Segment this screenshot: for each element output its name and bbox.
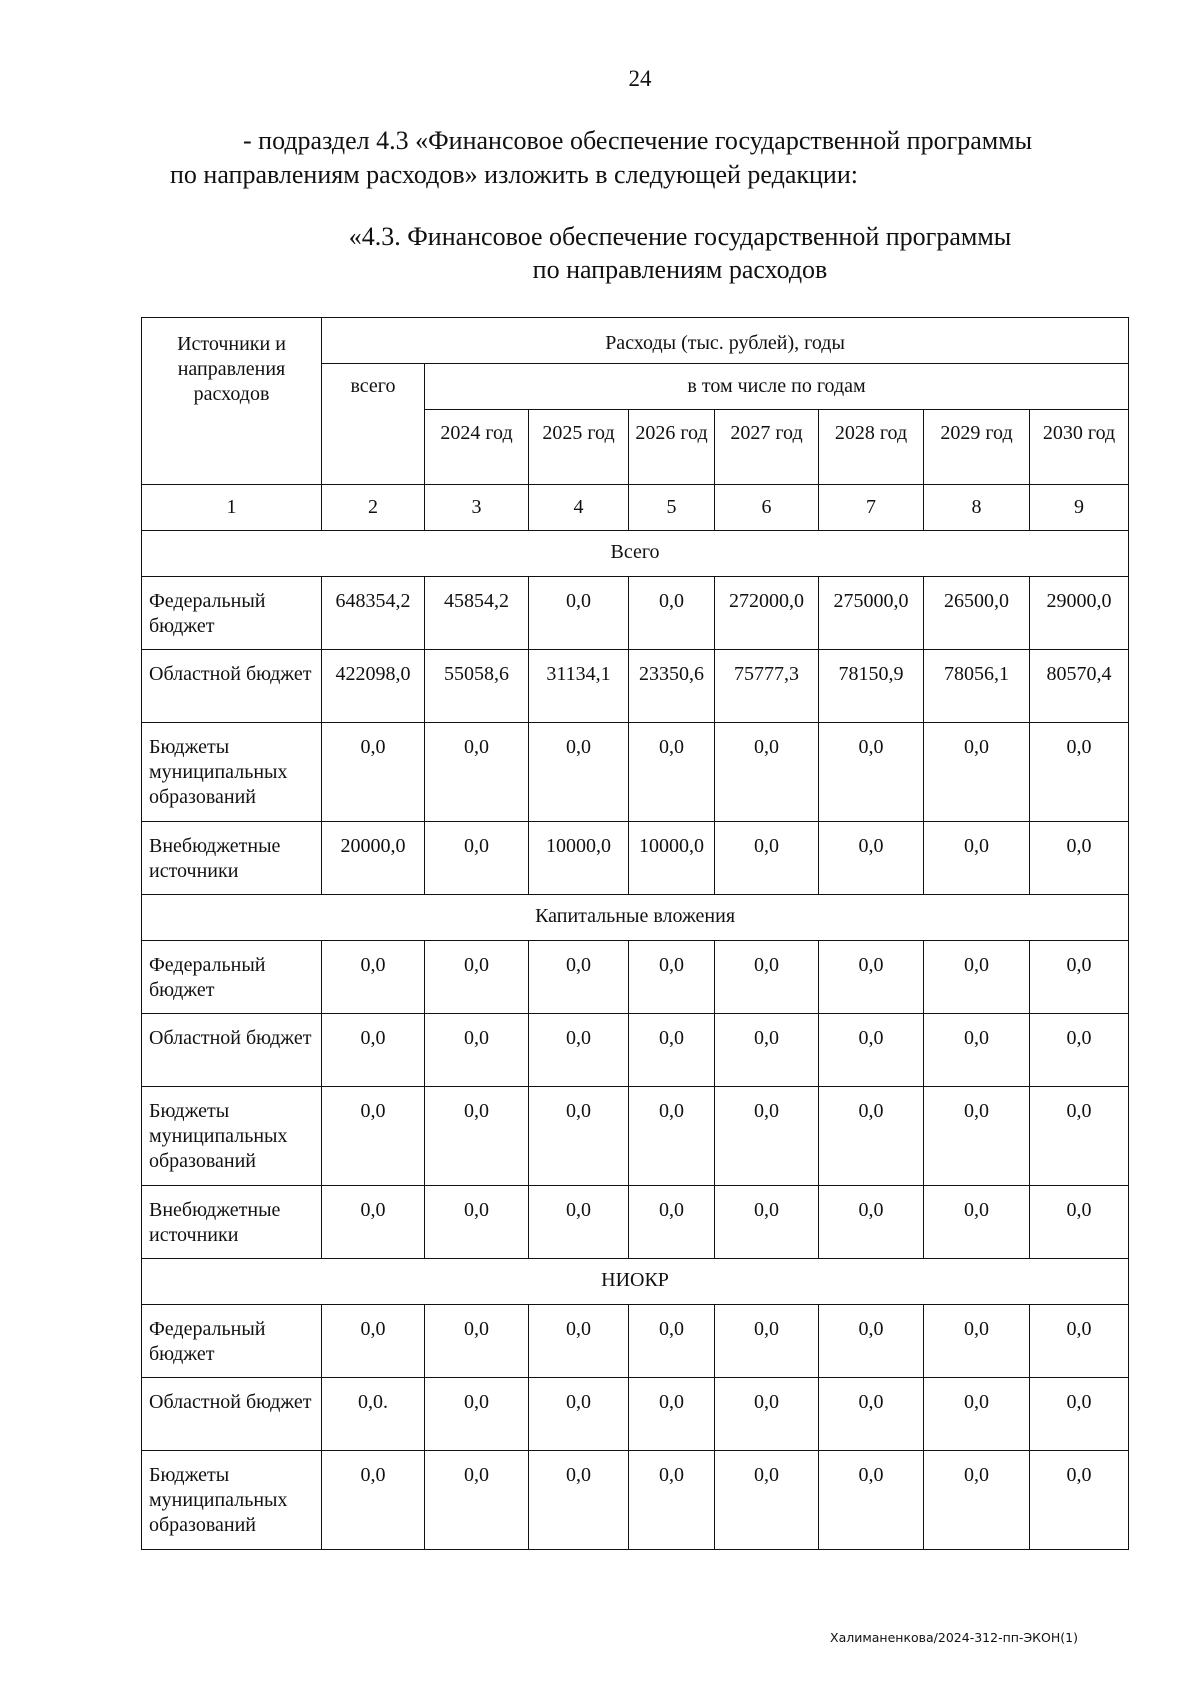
year-value-cell: 0,0: [1030, 822, 1129, 895]
source-cell: Федеральный бюджет: [142, 1305, 322, 1378]
financing-table: [141, 317, 1129, 1550]
section-heading: [240, 220, 1120, 286]
year-value-cell: 0,0: [425, 723, 529, 822]
year-value-cell: 0,0: [715, 1378, 819, 1451]
year-value-cell: 0,0: [1030, 1087, 1129, 1186]
year-value-cell: 0,0: [924, 822, 1030, 895]
year-value-cell: 0,0: [529, 1305, 629, 1378]
year-value-cell: 0,0: [924, 1186, 1030, 1259]
source-cell: Федеральный бюджет: [142, 577, 322, 650]
column-number: 7: [819, 485, 924, 531]
table-row: [142, 1451, 1129, 1550]
year-value-cell: 75777,3: [715, 650, 819, 723]
total-value-cell: 422098,0: [322, 650, 425, 723]
header-year: 2025 год: [529, 410, 629, 485]
year-value-cell: 0,0: [924, 723, 1030, 822]
year-value-cell: 0,0: [425, 1378, 529, 1451]
table-row: [142, 577, 1129, 650]
source-cell: Внебюджетные источники: [142, 1186, 322, 1259]
year-value-cell: 0,0: [819, 941, 924, 1014]
total-value-cell: 0,0: [322, 723, 425, 822]
year-value-cell: 0,0: [715, 1451, 819, 1550]
header-year: 2027 год: [715, 410, 819, 485]
section-title: Капитальные вложения: [142, 895, 1129, 941]
total-value-cell: 0,0: [322, 941, 425, 1014]
table-row: [142, 1305, 1129, 1378]
table-row: [142, 1186, 1129, 1259]
year-value-cell: 0,0: [1030, 941, 1129, 1014]
year-value-cell: 0,0: [629, 1087, 715, 1186]
source-cell: Областной бюджет: [142, 1378, 322, 1451]
source-cell: Бюджеты муниципальных образований: [142, 1451, 322, 1550]
source-cell: Областной бюджет: [142, 650, 322, 723]
year-value-cell: 0,0: [1030, 723, 1129, 822]
year-value-cell: 0,0: [425, 822, 529, 895]
year-value-cell: 0,0: [715, 1087, 819, 1186]
header-sources: Источники и направления расходов: [142, 318, 322, 485]
year-value-cell: 45854,2: [425, 577, 529, 650]
column-number: 1: [142, 485, 322, 531]
year-value-cell: 0,0: [629, 1378, 715, 1451]
year-value-cell: 0,0: [629, 1305, 715, 1378]
year-value-cell: 0,0: [715, 1014, 819, 1087]
year-value-cell: 78056,1: [924, 650, 1030, 723]
page-number: 24: [628, 66, 652, 91]
year-value-cell: 0,0: [425, 1014, 529, 1087]
source-cell: Внебюджетные источники: [142, 822, 322, 895]
year-value-cell: 26500,0: [924, 577, 1030, 650]
header-year: 2024 год: [425, 410, 529, 485]
year-value-cell: 0,0: [425, 1451, 529, 1550]
header-year: 2029 год: [924, 410, 1030, 485]
column-number: 5: [629, 485, 715, 531]
total-value-cell: 0,0: [322, 1451, 425, 1550]
year-value-cell: 0,0: [425, 1305, 529, 1378]
year-value-cell: 0,0: [529, 1087, 629, 1186]
column-number: 9: [1030, 485, 1129, 531]
total-value-cell: 20000,0: [322, 822, 425, 895]
source-cell: Федеральный бюджет: [142, 941, 322, 1014]
year-value-cell: 0,0: [1030, 1014, 1129, 1087]
table-row: [142, 723, 1129, 822]
column-number-row: [142, 485, 1129, 531]
table-row: [142, 650, 1129, 723]
year-value-cell: 0,0: [425, 1087, 529, 1186]
intro-line-1: - подраздел 4.3 «Финансовое обеспечение государственной программы: [243, 126, 1033, 155]
table-body: [142, 318, 1129, 1550]
year-value-cell: 0,0: [629, 723, 715, 822]
year-value-cell: 0,0: [629, 1451, 715, 1550]
year-value-cell: 0,0: [529, 1451, 629, 1550]
year-value-cell: 0,0: [529, 941, 629, 1014]
year-value-cell: 0,0: [529, 577, 629, 650]
year-value-cell: 0,0: [425, 941, 529, 1014]
header-row-1: [142, 318, 1129, 364]
year-value-cell: 0,0: [715, 723, 819, 822]
year-value-cell: 0,0: [529, 1186, 629, 1259]
total-value-cell: 648354,2: [322, 577, 425, 650]
year-value-cell: 0,0: [819, 1305, 924, 1378]
year-value-cell: 0,0: [715, 941, 819, 1014]
heading-line-1: «4.3. Финансовое обеспечение государственной программы: [348, 222, 1012, 251]
total-value-cell: 0,0: [322, 1186, 425, 1259]
column-number: 3: [425, 485, 529, 531]
year-value-cell: 0,0: [1030, 1186, 1129, 1259]
year-value-cell: 0,0: [529, 1378, 629, 1451]
year-value-cell: 0,0: [924, 1378, 1030, 1451]
year-value-cell: 29000,0: [1030, 577, 1129, 650]
year-value-cell: 0,0: [819, 1451, 924, 1550]
year-value-cell: 275000,0: [819, 577, 924, 650]
year-value-cell: 0,0: [715, 1186, 819, 1259]
table-row: [142, 1014, 1129, 1087]
year-value-cell: 0,0: [819, 1186, 924, 1259]
year-value-cell: 0,0: [529, 723, 629, 822]
column-number: 2: [322, 485, 425, 531]
year-value-cell: 31134,1: [529, 650, 629, 723]
year-value-cell: 272000,0: [715, 577, 819, 650]
year-value-cell: 0,0: [819, 1014, 924, 1087]
intro-line-2: по направлениям расходов» изложить в следующей редакции:: [170, 160, 858, 189]
table-row: [142, 1087, 1129, 1186]
year-value-cell: 0,0: [819, 822, 924, 895]
year-value-cell: 23350,6: [629, 650, 715, 723]
year-value-cell: 0,0: [629, 1014, 715, 1087]
year-value-cell: 0,0: [715, 1305, 819, 1378]
header-year: 2030 год: [1030, 410, 1129, 485]
year-value-cell: 0,0: [1030, 1378, 1129, 1451]
year-value-cell: 0,0: [629, 1186, 715, 1259]
year-value-cell: 0,0: [529, 1014, 629, 1087]
year-value-cell: 0,0: [924, 1305, 1030, 1378]
year-value-cell: 0,0: [819, 1378, 924, 1451]
total-value-cell: 0,0: [322, 1087, 425, 1186]
source-cell: Областной бюджет: [142, 1014, 322, 1087]
column-number: 8: [924, 485, 1030, 531]
section-row: [142, 895, 1129, 941]
year-value-cell: 10000,0: [629, 822, 715, 895]
year-value-cell: 0,0: [819, 723, 924, 822]
year-value-cell: 0,0: [1030, 1305, 1129, 1378]
heading-line-2: по направлениям расходов: [532, 255, 828, 284]
year-value-cell: 10000,0: [529, 822, 629, 895]
header-year: 2026 год: [629, 410, 715, 485]
header-expenses: Расходы (тыс. рублей), годы: [322, 318, 1129, 364]
source-cell: Бюджеты муниципальных образований: [142, 723, 322, 822]
section-row: [142, 1259, 1129, 1305]
year-value-cell: 55058,6: [425, 650, 529, 723]
total-value-cell: 0,0.: [322, 1378, 425, 1451]
header-by-years: в том числе по годам: [425, 364, 1129, 410]
year-value-cell: 0,0: [629, 941, 715, 1014]
year-value-cell: 0,0: [924, 1451, 1030, 1550]
table-row: [142, 941, 1129, 1014]
section-title: Всего: [142, 531, 1129, 577]
section-title: НИОКР: [142, 1259, 1129, 1305]
year-value-cell: 0,0: [715, 822, 819, 895]
total-value-cell: 0,0: [322, 1305, 425, 1378]
year-value-cell: 0,0: [924, 1014, 1030, 1087]
header-total: всего: [322, 364, 425, 485]
document-code: Халиманенкова/2024-312-пп-ЭКОН(1): [830, 1630, 1078, 1645]
section-row: [142, 531, 1129, 577]
year-value-cell: 0,0: [425, 1186, 529, 1259]
year-value-cell: 0,0: [1030, 1451, 1129, 1550]
column-number: 4: [529, 485, 629, 531]
year-value-cell: 78150,9: [819, 650, 924, 723]
total-value-cell: 0,0: [322, 1014, 425, 1087]
column-number: 6: [715, 485, 819, 531]
year-value-cell: 0,0: [819, 1087, 924, 1186]
table-row: [142, 822, 1129, 895]
table-row: [142, 1378, 1129, 1451]
source-cell: Бюджеты муниципальных образований: [142, 1087, 322, 1186]
year-value-cell: 80570,4: [1030, 650, 1129, 723]
year-value-cell: 0,0: [924, 1087, 1030, 1186]
year-value-cell: 0,0: [924, 941, 1030, 1014]
year-value-cell: 0,0: [629, 577, 715, 650]
header-year: 2028 год: [819, 410, 924, 485]
intro-paragraph: [170, 124, 1120, 192]
